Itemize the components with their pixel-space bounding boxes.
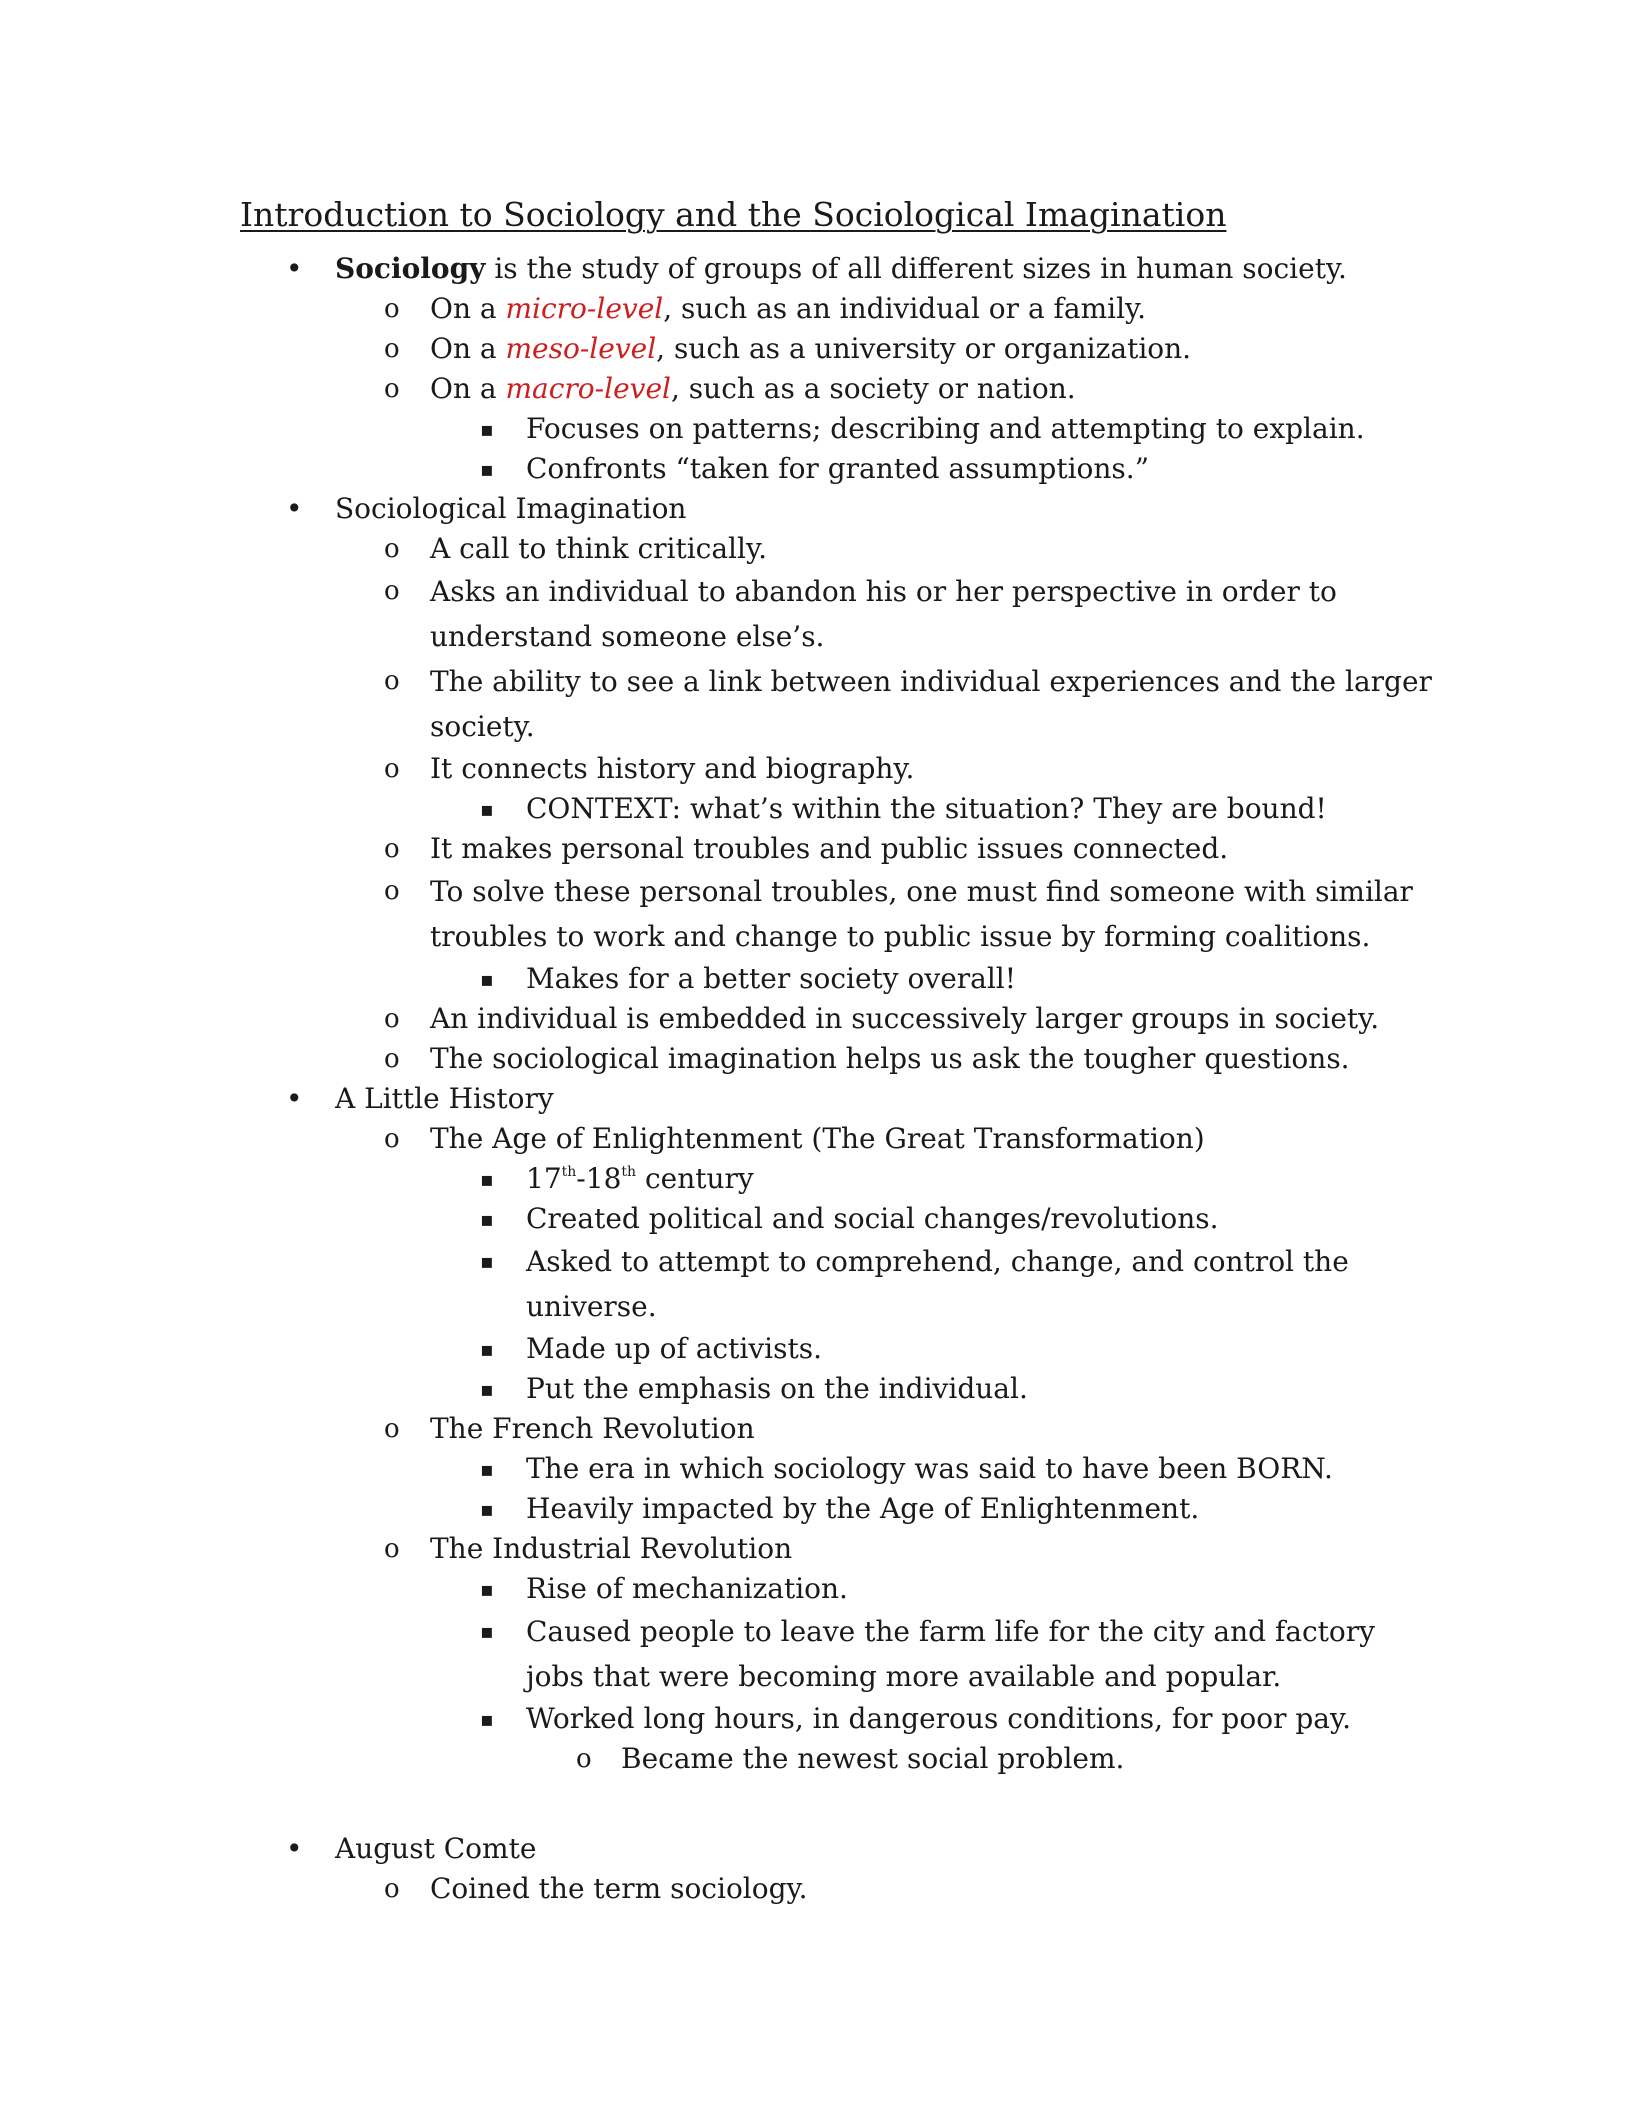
list-item xyxy=(240,1609,1426,1699)
list-item-text: Asks an individual to abandon his or her perspective in order to understand someone else’s. xyxy=(430,575,1337,653)
circle-marker: o xyxy=(384,1534,400,1564)
square-marker: ▪ xyxy=(480,797,494,821)
list-item xyxy=(240,409,1426,449)
list-item xyxy=(240,659,1440,749)
circle-marker: o xyxy=(384,754,400,784)
square-marker: ▪ xyxy=(480,967,494,991)
list-item xyxy=(240,1329,1426,1369)
square-marker: ▪ xyxy=(480,1377,494,1401)
list-item xyxy=(240,1869,1440,1909)
list-item-text: Confronts “taken for granted assumptions.” xyxy=(526,452,1150,485)
circle-marker: o xyxy=(384,534,400,564)
list-item-text: The Age of Enlightenment (The Great Transformation) xyxy=(430,1122,1205,1155)
square-marker: ▪ xyxy=(480,1207,494,1231)
on-a-text: On a xyxy=(430,332,506,365)
bullet-marker: • xyxy=(286,492,303,525)
century-a: 17 xyxy=(526,1162,562,1195)
century-word: century xyxy=(636,1162,754,1195)
circle-marker: o xyxy=(384,1004,400,1034)
list-item-sociology xyxy=(240,249,1440,289)
square-marker: ▪ xyxy=(480,1497,494,1521)
list-item-micro xyxy=(240,289,1440,329)
square-marker: ▪ xyxy=(480,1707,494,1731)
list-item-text: Created political and social changes/revolutions. xyxy=(526,1202,1219,1235)
on-a-text: On a xyxy=(430,292,506,325)
list-item-text: Makes for a better society overall! xyxy=(526,962,1017,995)
list-item-french xyxy=(240,1409,1440,1449)
list-item-enlightenment xyxy=(240,1119,1440,1159)
list-item xyxy=(240,959,1426,999)
square-marker: ▪ xyxy=(480,1457,494,1481)
list-item xyxy=(240,749,1440,789)
square-marker: ▪ xyxy=(480,1167,494,1191)
list-item xyxy=(240,999,1440,1039)
list-item-text: Coined the term sociology. xyxy=(430,1872,808,1905)
list-item-imagination xyxy=(240,489,1440,529)
spacer xyxy=(240,1779,1440,1829)
list-item-text: A call to think critically. xyxy=(430,532,767,565)
circle-marker: o xyxy=(576,1744,592,1774)
list-item-macro xyxy=(240,369,1440,409)
square-marker: ▪ xyxy=(480,1249,494,1273)
list-item xyxy=(240,449,1426,489)
macro-rest: , such as a society or nation. xyxy=(670,372,1076,405)
list-item xyxy=(240,1739,1440,1779)
term-sociology: Sociology xyxy=(335,252,486,285)
list-item-text: It makes personal troubles and public issues connected. xyxy=(430,832,1229,865)
list-item xyxy=(240,829,1440,869)
list-item-text: Became the newest social problem. xyxy=(621,1742,1125,1775)
on-a-text: On a xyxy=(430,372,506,405)
circle-marker: o xyxy=(384,1874,400,1904)
list-item-text: Worked long hours, in dangerous conditions, for poor pay. xyxy=(526,1702,1351,1735)
list-item-industrial xyxy=(240,1529,1440,1569)
section-heading: A Little History xyxy=(335,1082,554,1115)
list-item-text: Focuses on patterns; describing and attempting to explain. xyxy=(526,412,1365,445)
list-item-text: The Industrial Revolution xyxy=(430,1532,793,1565)
circle-marker: o xyxy=(384,294,400,324)
list-item-text: Made up of activists. xyxy=(526,1332,822,1365)
circle-marker: o xyxy=(384,1414,400,1444)
list-item xyxy=(240,1489,1426,1529)
century-b: 18 xyxy=(585,1162,622,1195)
document-title: Introduction to Sociology and the Sociological Imagination xyxy=(240,195,1227,234)
list-item-text: The era in which sociology was said to have been BORN. xyxy=(526,1452,1333,1485)
list-item xyxy=(240,1039,1440,1079)
circle-marker: o xyxy=(384,1124,400,1154)
list-item-text: Rise of mechanization. xyxy=(526,1572,848,1605)
term-micro-level: micro-level xyxy=(505,292,664,325)
circle-marker: o xyxy=(384,334,400,364)
circle-marker: o xyxy=(384,834,400,864)
square-marker: ▪ xyxy=(480,417,494,441)
section-heading: August Comte xyxy=(335,1832,537,1865)
list-item-text: It connects history and biography. xyxy=(430,752,915,785)
sociology-definition: is the study of groups of all different sizes in human society. xyxy=(485,252,1347,285)
list-item-text: CONTEXT: what’s within the situation? They are bound! xyxy=(526,792,1327,825)
list-item-text: Put the emphasis on the individual. xyxy=(526,1372,1028,1405)
term-macro-level: macro-level xyxy=(505,372,671,405)
section-heading: Sociological Imagination xyxy=(335,492,687,525)
square-marker: ▪ xyxy=(480,1619,494,1643)
list-item-history xyxy=(240,1079,1440,1119)
list-item xyxy=(240,1239,1426,1329)
list-item-text: Caused people to leave the farm life for the city and factory jobs that were becoming more available and popular. xyxy=(526,1615,1375,1693)
list-item-meso xyxy=(240,329,1440,369)
square-marker: ▪ xyxy=(480,1337,494,1361)
term-meso-level: meso-level xyxy=(505,332,657,365)
list-item xyxy=(240,1199,1426,1239)
list-item-text: The French Revolution xyxy=(430,1412,755,1445)
bullet-marker: • xyxy=(286,1832,303,1865)
superscript-th: th xyxy=(621,1164,637,1180)
list-item-text: Heavily impacted by the Age of Enlightenment. xyxy=(526,1492,1200,1525)
list-item-comte xyxy=(240,1829,1440,1869)
circle-marker: o xyxy=(384,374,400,404)
list-item-text: To solve these personal troubles, one must find someone with similar troubles to work and change to public issue by forming coalitions. xyxy=(430,875,1413,953)
list-item xyxy=(240,1569,1426,1609)
square-marker: ▪ xyxy=(480,1577,494,1601)
superscript-th: th xyxy=(561,1164,577,1180)
list-item xyxy=(240,1449,1426,1489)
circle-marker: o xyxy=(384,1044,400,1074)
list-item xyxy=(240,1369,1426,1409)
bullet-marker: • xyxy=(286,1082,303,1115)
list-item-text: The sociological imagination helps us ask the tougher questions. xyxy=(430,1042,1350,1075)
circle-marker: o xyxy=(384,876,400,906)
list-item-century xyxy=(240,1159,1426,1199)
meso-rest: , such as a university or organization. xyxy=(656,332,1192,365)
circle-marker: o xyxy=(384,576,400,606)
bullet-marker: • xyxy=(286,252,303,285)
list-item xyxy=(240,789,1426,829)
list-item xyxy=(240,869,1440,959)
list-item-text: An individual is embedded in successively larger groups in society. xyxy=(430,1002,1380,1035)
square-marker: ▪ xyxy=(480,457,494,481)
list-item xyxy=(240,529,1440,569)
list-item xyxy=(240,1699,1426,1739)
list-item-text: Asked to attempt to comprehend, change, and control the universe. xyxy=(526,1245,1349,1323)
micro-rest: , such as an individual or a family. xyxy=(663,292,1147,325)
document-page xyxy=(240,195,1440,1909)
list-item-text: The ability to see a link between individual experiences and the larger society. xyxy=(430,665,1432,743)
circle-marker: o xyxy=(384,666,400,696)
century-dash: - xyxy=(576,1162,586,1195)
list-item xyxy=(240,569,1440,659)
